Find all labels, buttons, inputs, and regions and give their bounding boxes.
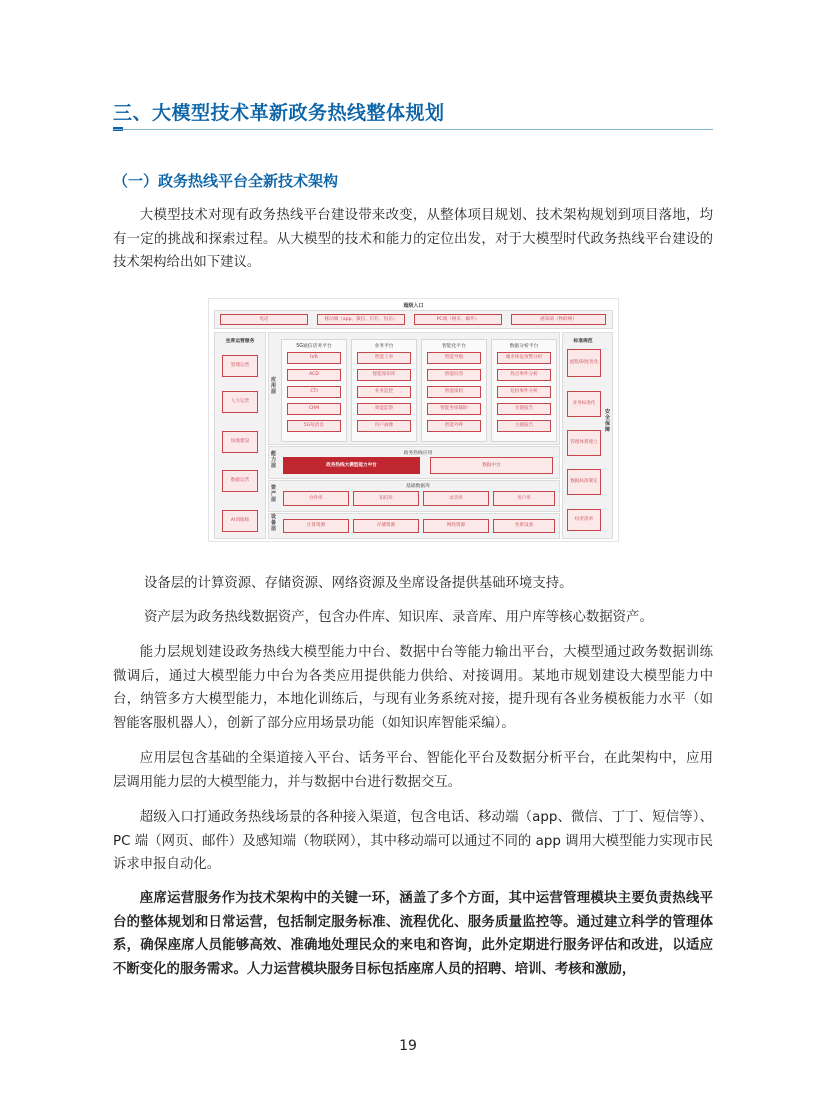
body-paragraph: 超级入口打通政务热线场景的各种接入渠道，包含电话、移动端（app、微信、丁丁、短信等）、PC 端（网页、邮件）及感知端（物联网），其中移动端可以通过不同的 app 调用大模型能力实现市民诉求申报自动化。 bbox=[113, 810, 713, 872]
platform-item: 热点事件分析 bbox=[497, 369, 551, 381]
asset-item: 知识库 bbox=[353, 491, 419, 506]
platform-item: CRM bbox=[287, 403, 341, 415]
entry-panel bbox=[214, 310, 613, 329]
platform-item: 智能外呼 bbox=[427, 420, 481, 432]
asset-layer-label: 资产层 bbox=[270, 485, 276, 503]
capability-title: 政务热线应用 bbox=[403, 451, 433, 456]
operations-item: 场地建设 bbox=[222, 431, 258, 453]
page-number: 19 bbox=[399, 1038, 417, 1054]
entry-channel: 感知端（物联网） bbox=[511, 314, 606, 325]
capability-layer bbox=[268, 446, 560, 479]
heading-rule bbox=[113, 129, 713, 130]
platform-item: 城市体征预警分析 bbox=[497, 352, 551, 364]
platform-item: 智能导航 bbox=[427, 352, 481, 364]
capability-layer-label: 能力层 bbox=[270, 451, 276, 469]
operations-title: 坐席运营服务 bbox=[225, 339, 255, 344]
asset-item: 办件库 bbox=[283, 491, 349, 506]
asset-item: 录音库 bbox=[423, 491, 489, 506]
operations-panel bbox=[214, 332, 266, 539]
platform-item: CTI bbox=[287, 386, 341, 398]
platform-title: 业务平台 bbox=[374, 344, 394, 349]
device-item: 存储资源 bbox=[353, 519, 419, 533]
subsection-heading: （一）政务热线平台全新技术架构 bbox=[113, 172, 339, 190]
standards-item: 数据标准制定 bbox=[567, 469, 601, 495]
standards-item: 流程/制度优化 bbox=[567, 349, 601, 377]
platform-item: 主题报告 bbox=[497, 420, 551, 432]
device-item: 计算资源 bbox=[283, 519, 349, 533]
platform-item: 智能知识库 bbox=[357, 369, 411, 381]
standards-item: 管理体系建立 bbox=[567, 430, 601, 456]
platform-item: 业务监控 bbox=[357, 386, 411, 398]
platform-item: 效能监察 bbox=[357, 403, 411, 415]
platform-item: IVR bbox=[287, 352, 341, 364]
platform-item: ACD bbox=[287, 369, 341, 381]
platform-item: 用户画像 bbox=[357, 420, 411, 432]
device-item: 坐席设备 bbox=[493, 519, 555, 533]
entry-channel: PC端（网页、邮件） bbox=[414, 314, 502, 325]
platform-title: 数据分析平台 bbox=[509, 344, 539, 349]
platform-item: 智能问答 bbox=[427, 369, 481, 381]
standards-title: 标准规范 bbox=[573, 339, 593, 344]
security-label: 安全保障 bbox=[604, 409, 610, 433]
standards-item: 业务标准化 bbox=[567, 391, 601, 417]
platform-item: 专题报告 bbox=[497, 403, 551, 415]
platform-item: 危机事件分析 bbox=[497, 386, 551, 398]
standards-item: 权责清单 bbox=[567, 509, 601, 531]
body-paragraph: 能力层规划建设政务热线大模型能力中台、数据中台等能力输出平台，大模型通过政务数据训练微调后，通过大模型能力中台为各类应用提供能力供给、对接调用。某地市规划建设大模型能力中台，纳管多方大模型能力，本地化训练后，与现有业务系统对接，提升现有各业务模板能力水平（如智能客服机器人），创新了部分应用场景功能（如知识库智能采编）。 bbox=[113, 645, 713, 731]
platform-title: 智能化平台 bbox=[442, 344, 466, 349]
app-layer-label: 应用层 bbox=[270, 377, 276, 395]
platform-title: 5G通信话务平台 bbox=[296, 344, 332, 349]
asset-layer bbox=[268, 480, 560, 512]
entry-channel: 电话 bbox=[220, 314, 308, 325]
platform-item: 智能质检 bbox=[427, 386, 481, 398]
intro-paragraph: 大模型技术对现有政务热线平台建设带来改变，从整体项目规划、技术架构规划到项目落地，均有一定的挑战和探索过程。从大模型的技术和能力的定位出发，对于大模型时代政务热线平台建设的技术架构给出如下建议。 bbox=[113, 208, 713, 270]
device-layer-label: 设备层 bbox=[270, 514, 276, 532]
app-platform bbox=[281, 339, 347, 442]
operations-item: 人力运营 bbox=[222, 391, 258, 413]
entry-channel: 移动端（app、微信、钉钉、短信） bbox=[317, 314, 405, 325]
app-platform bbox=[491, 339, 557, 442]
body-paragraph: 应用层包含基础的全渠道接入平台、话务平台、智能化平台及数据分析平台，在此架构中，应用层调用能力层的大模型能力，并与数据中台进行数据交互。 bbox=[113, 751, 713, 790]
operations-item: 数据运营 bbox=[222, 470, 258, 492]
standards-panel bbox=[562, 332, 613, 539]
body-paragraph: 设备层的计算资源、存储资源、网络资源及坐席设备提供基础环境支持。 bbox=[144, 576, 573, 591]
platform-item: 智能坐席辅助 bbox=[427, 403, 481, 415]
operations-item: 管理运营 bbox=[222, 355, 258, 377]
app-platform bbox=[421, 339, 487, 442]
platform-item: 智能工单 bbox=[357, 352, 411, 364]
section-heading: 三、大模型技术革新政务热线整体规划 bbox=[113, 102, 445, 124]
super-entry-title: 超级入口 bbox=[403, 303, 424, 309]
app-platform bbox=[351, 339, 417, 442]
architecture-diagram bbox=[208, 298, 619, 542]
capability-item: 数据中台 bbox=[430, 457, 553, 474]
application-layer bbox=[268, 332, 560, 445]
operations-item: AI训练师 bbox=[222, 510, 258, 532]
asset-item: 用户库 bbox=[493, 491, 555, 506]
platform-item: 5G短消息 bbox=[287, 420, 341, 432]
body-paragraph: 资产层为政务热线数据资产，包含办件库、知识库、录音库、用户库等核心数据资产。 bbox=[144, 610, 653, 625]
device-item: 网络资源 bbox=[423, 519, 489, 533]
asset-title: 基础数据库 bbox=[406, 484, 430, 489]
device-layer bbox=[268, 513, 560, 539]
capability-item: 政务热线大模型能力中台 bbox=[283, 457, 420, 474]
body-paragraph: 座席运营服务作为技术架构中的关键一环，涵盖了多个方面，其中运营管理模块主要负责热线平台的整体规划和日常运营，包括制定服务标准、流程优化、服务质量监控等。通过建立科学的管理体系，确保座席人员能够高效、准确地处理民众的来电和咨询，此外定期进行服务评估和改进，以适应不断变化的服务需求。人力运营模块服务目标包括座席人员的招聘、培训、考核和激励， bbox=[113, 891, 713, 977]
